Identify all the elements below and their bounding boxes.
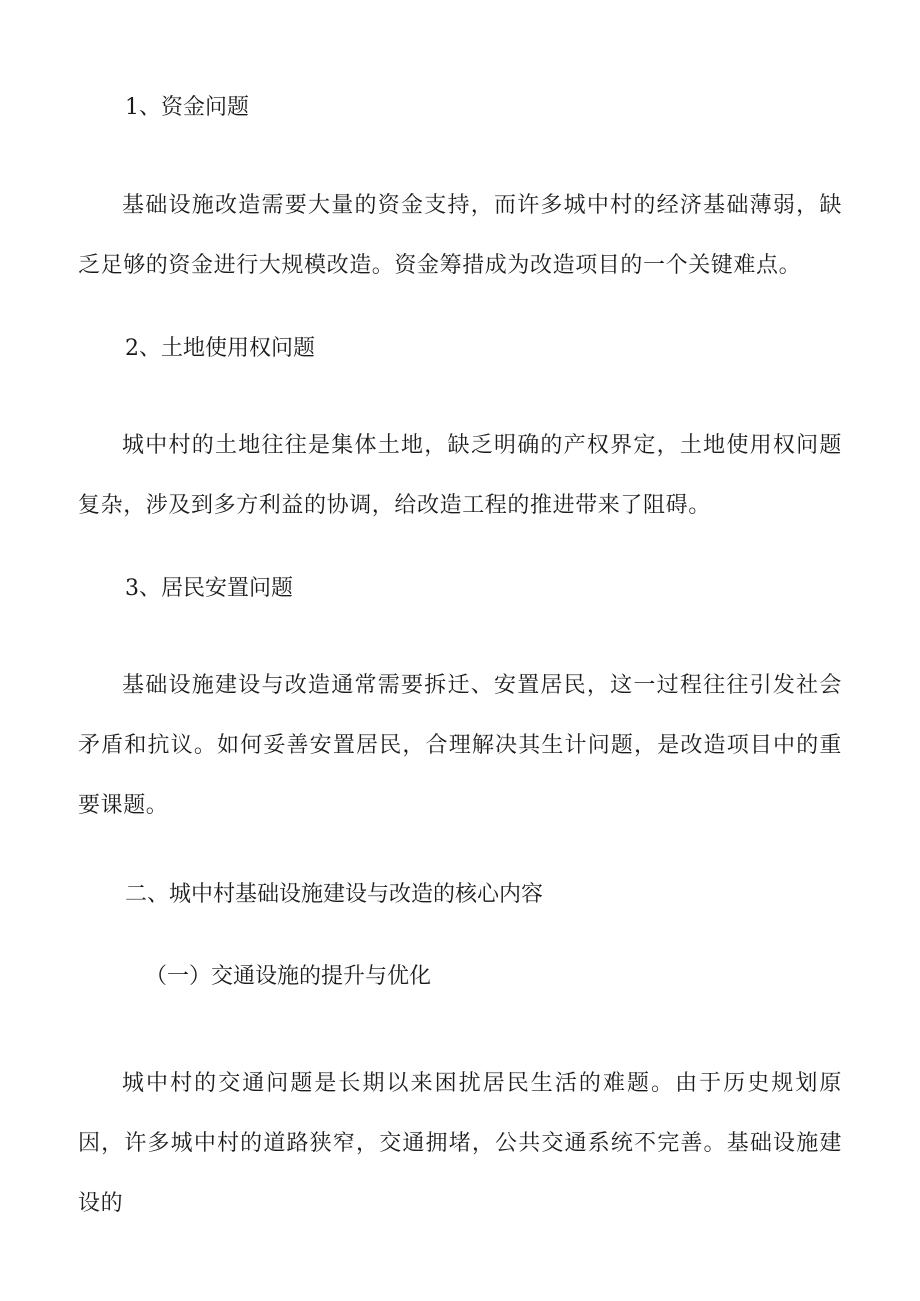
heading-resettlement-issue: 3、居民安置问题 [125,576,293,601]
section-title-core-content: 二、城中村基础设施建设与改造的核心内容 [125,882,544,907]
subsection-title-transport: （一）交通设施的提升与优化 [145,964,432,989]
paragraph-funding: 基础设施改造需要大量的资金支持，而许多城中村的经济基础薄弱，缺乏足够的资金进行大规模改造。资金筹措成为改造项目的一个关键难点。 [78,193,842,278]
heading-land-use-issue: 2、土地使用权问题 [125,336,315,361]
paragraph-land-use: 城中村的土地往往是集体土地，缺乏明确的产权界定，土地使用权问题复杂，涉及到多方利益的协调，给改造工程的推进带来了阻碍。 [78,433,842,518]
heading-funding-issue: 1、资金问题 [125,95,249,120]
paragraph-resettlement: 基础设施建设与改造通常需要拆迁、安置居民，这一过程往往引发社会矛盾和抗议。如何妥善安置居民，合理解决其生计问题，是改造项目中的重要课题。 [78,673,842,818]
paragraph-transport: 城中村的交通问题是长期以来困扰居民生活的难题。由于历史规划原因，许多城中村的道路狭窄，交通拥堵，公共交通系统不完善。基础设施建设的 [78,1071,842,1216]
